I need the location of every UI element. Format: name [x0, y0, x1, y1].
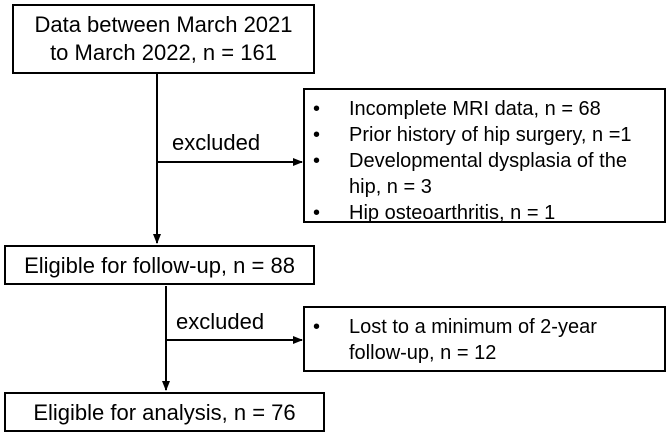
start-box-line1: Data between March 2021	[34, 12, 293, 37]
bullet-icon: •	[313, 98, 321, 120]
bullet-icon: •	[313, 124, 321, 146]
bullet-icon: •	[313, 150, 321, 172]
exclusion-item-text: Developmental dysplasia of the	[349, 150, 627, 172]
bullet-icon: •	[313, 316, 321, 338]
exclusion-list-2	[305, 314, 597, 366]
exclusion-item-text-cont: follow-up, n = 12	[349, 342, 497, 364]
exclusion-box-1	[303, 88, 666, 223]
excluded-label-2: excluded	[176, 309, 265, 334]
eligible-followup-box	[4, 245, 315, 285]
excluded-label-1: excluded	[172, 130, 261, 155]
exclusion-item-text: Prior history of hip surgery, n =1	[349, 124, 632, 146]
exclusion-item-text: Hip osteoarthritis, n = 1	[349, 202, 556, 224]
exclusion-item-text: Incomplete MRI data, n = 68	[349, 98, 601, 120]
exclusion-item	[305, 200, 632, 226]
exclusion-list-1	[305, 96, 632, 226]
eligible-analysis-box	[4, 392, 325, 432]
start-box	[12, 4, 315, 74]
exclusion-item	[305, 96, 632, 122]
exclusion-item	[305, 122, 632, 148]
bullet-icon: •	[313, 202, 321, 224]
exclusion-item-text-cont: hip, n = 3	[349, 176, 432, 198]
eligible-analysis-text: Eligible for analysis, n = 76	[33, 400, 296, 425]
eligible-followup-text: Eligible for follow-up, n = 88	[24, 253, 295, 278]
start-box-line2: to March 2022, n = 161	[50, 40, 277, 65]
exclusion-box-2	[303, 306, 666, 372]
exclusion-item	[305, 314, 597, 366]
exclusion-item	[305, 148, 632, 200]
exclusion-item-text: Lost to a minimum of 2-year	[349, 316, 597, 338]
